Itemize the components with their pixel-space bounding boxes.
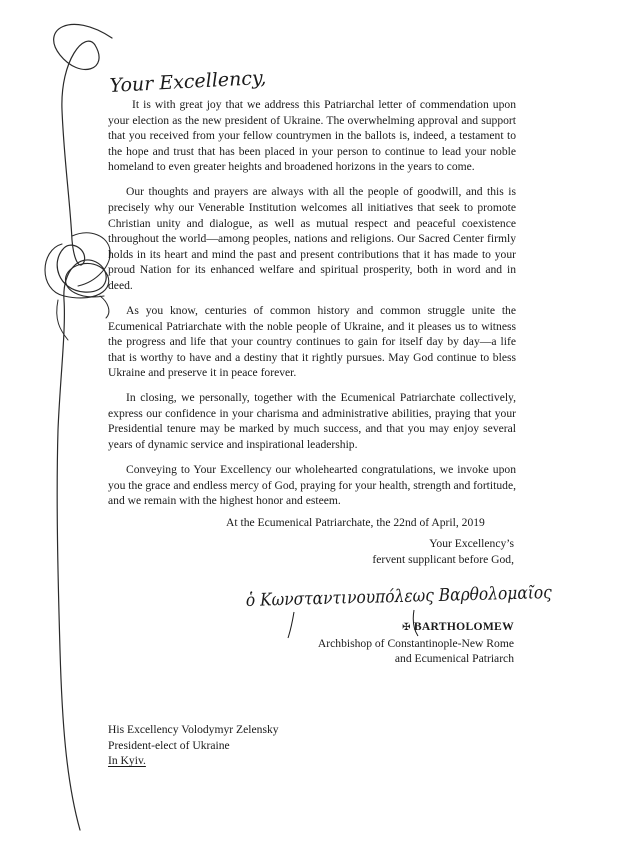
recipient-line-1: His Excellency Volodymyr Zelensky [108, 723, 279, 736]
paragraph-5: Conveying to Your Excellency our wholehearted congratulations, we invoke upon you the grace and endless mercy of God, praying for your health, strength and fortitude, and we remain with the highest honor and esteem. [108, 463, 516, 508]
letter-body [108, 97, 516, 518]
closing-line-1: Your Excellency’s [429, 537, 514, 550]
paragraph-1: It is with great joy that we address this Patriarchal letter of commendation upon your election as the new president of Ukraine. The overwhelming approval and support that you received from your fellow countrymen in the ballots is, indeed, a testament to the hope and trust that has been placed in your person to continue to lead your noble homeland to even greater heights and broadened horizons in the years to come. [108, 98, 516, 174]
place-and-date: At the Ecumenical Patriarchate, the 22nd of April, 2019 [226, 516, 485, 529]
closing-block [372, 536, 514, 567]
cross-icon: ✠ [402, 622, 411, 633]
recipient-line-3: In Kyiv. [108, 754, 146, 768]
closing-line-2: fervent supplicant before God, [372, 552, 514, 566]
recipient-line-2: President-elect of Ukraine [108, 738, 230, 752]
paragraph-3: As you know, centuries of common history and common struggle unite the Ecumenical Patriarchate with the noble people of Ukraine, and it pleases us to witness the progress and life that your country continues to gain for itself day by day—a life that is worthy to have and a destiny that it rightly pursues. May God continue to bless Ukraine and preserve it in peace forever. [108, 303, 516, 380]
signature-text: ὁ Κωνσταντινουπόλεως Βαρθολομαῖος [245, 581, 593, 611]
signatory-block [318, 619, 514, 667]
recipient-address [108, 722, 279, 769]
salutation-text: Your Excellency, [109, 66, 267, 97]
signatory-title-2: and Ecumenical Patriarch [394, 652, 514, 666]
paragraph-4: In closing, we personally, together with the Ecumenical Patriarchate collectively, express our confidence in your charisma and administrative abilities, praying that your Presidential tenure may be marked by much success, and that you may enjoy several years of dynamic service and inspirational leadership. [108, 391, 516, 452]
paragraph-2: Our thoughts and prayers are always with all the people of goodwill, and this is precisely why our Venerable Institution welcomes all initiatives that seek to promote Christian unity and dialogue, as well as mutual respect and peaceful coexistence throughout the world—among peoples, nations and religions. Our Sacred Center firmly holds in its heart and mind the past and present contributions that it has made to your proud Nation for its enhanced welfare and spiritual prosperity, both in word and in deed. [108, 185, 516, 292]
signatory-name: BARTHOLOMEW [413, 620, 514, 633]
signatory-name-line [318, 619, 514, 636]
signatory-title-1: Archbishop of Constantinople-New Rome [317, 636, 514, 650]
